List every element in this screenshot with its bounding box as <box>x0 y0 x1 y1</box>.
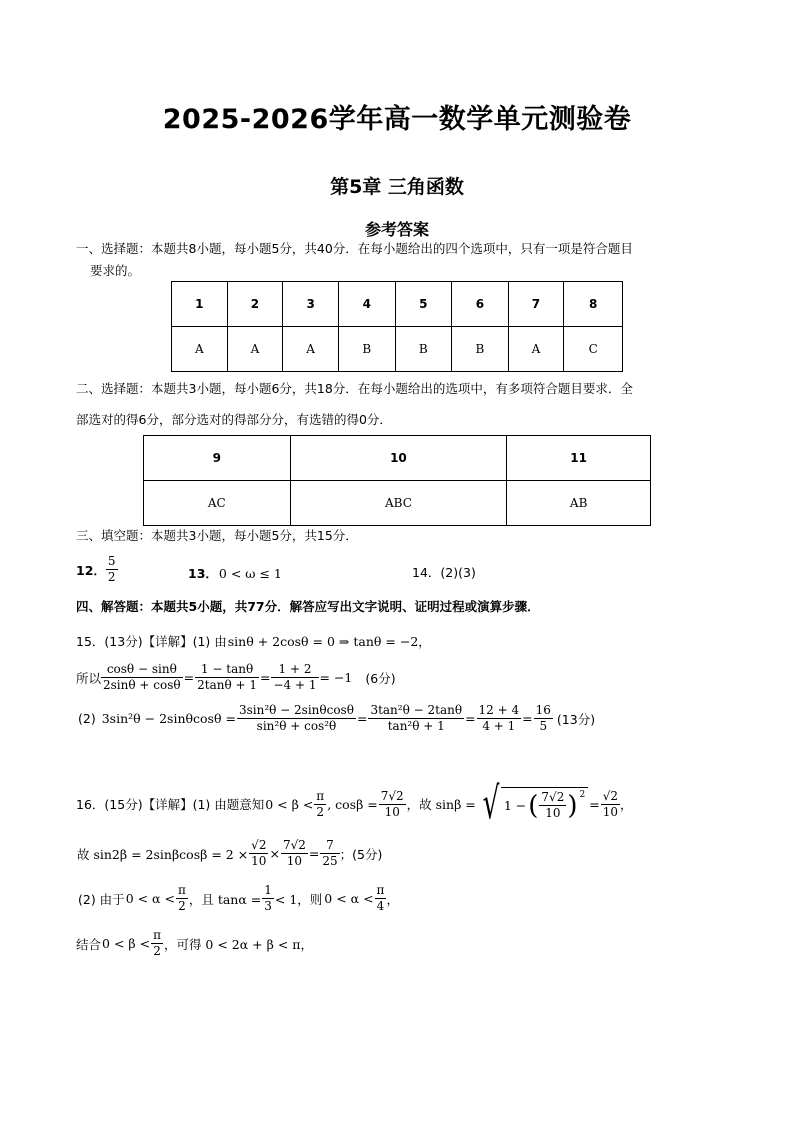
answer-cell: B <box>395 327 452 372</box>
q-number-cell: 9 <box>144 436 291 481</box>
q13-value: 0 < ω ≤ 1 <box>218 565 282 581</box>
numerator: 3tan²θ − 2tanθ <box>370 703 463 717</box>
q16-inner-frac <box>539 790 566 821</box>
denominator: 3 <box>264 899 272 913</box>
q15-eq1: sinθ + 2cosθ = 0 ⇒ tanθ = −2， <box>227 634 431 649</box>
q15-score2: (13分) <box>556 711 596 727</box>
q16-frac-c <box>320 838 339 869</box>
beta-condition: 0 < β < <box>102 936 151 951</box>
equals-sign: = <box>589 796 600 812</box>
q12-answer <box>76 554 118 585</box>
q15-frac5 <box>368 703 464 734</box>
q12-denominator: 2 <box>107 570 116 584</box>
section1-answer-table <box>171 281 623 372</box>
q15-frac7 <box>534 703 553 734</box>
comma: ， <box>619 797 633 812</box>
q15-frac4 <box>237 703 356 734</box>
q16-frac-a <box>249 838 268 869</box>
q15-result1: = −1 <box>319 670 353 685</box>
section1-answer-row <box>172 327 623 372</box>
q15-line2 <box>76 662 396 693</box>
section2-answer-table <box>143 435 651 526</box>
equals-sign: = <box>308 846 320 861</box>
q-number-cell: 10 <box>290 436 507 481</box>
q16-line3 <box>78 883 399 914</box>
numerator: π <box>177 883 186 897</box>
tan-alpha: ，且 tanα = <box>188 891 262 907</box>
denominator: 10 <box>545 806 561 820</box>
numerator: 7 <box>320 838 339 854</box>
section1-intro-line1: 一、选择题：本题共8小题，每小题5分，共40分．在每小题给出的四个选项中，只有一项是符合题目 <box>76 241 633 256</box>
q15-so: 所以 <box>76 670 102 686</box>
q-number-cell: 6 <box>452 282 509 327</box>
q16-line4-lead: 结合 <box>76 936 102 952</box>
q16-score: ；(5分) <box>339 846 383 862</box>
equals-sign: = <box>183 670 195 685</box>
q15-frac1 <box>101 662 183 693</box>
q-number-cell: 11 <box>507 436 651 481</box>
q16-cos-beta: , cosβ = <box>327 796 378 812</box>
numerator: 7√2 <box>541 790 565 804</box>
q12-numerator: 5 <box>107 554 116 568</box>
radicand <box>501 787 588 821</box>
q15-expr2: 3sin²θ − 2sinθcosθ = <box>101 711 236 726</box>
numerator: 7√2 <box>282 838 306 852</box>
section1-header-row <box>172 282 623 327</box>
denominator: 2 <box>178 899 186 913</box>
answer-cell: A <box>172 327 228 372</box>
alpha-condition: 0 < α < <box>125 891 175 906</box>
pi-over-2 <box>314 789 326 820</box>
numerator: 12 + 4 <box>478 703 520 717</box>
answer-cell: AB <box>507 481 651 526</box>
q16-sin2beta: 故 sin2β = 2sinβcosβ = 2 × <box>77 846 249 862</box>
answer-cell: B <box>452 327 509 372</box>
section1-intro-line2: 要求的。 <box>90 263 141 278</box>
denominator: 10 <box>286 854 303 868</box>
numerator: 3sin²θ − 2sinθcosθ <box>238 703 354 717</box>
one-third <box>262 883 274 914</box>
denominator: 25 <box>322 854 338 868</box>
less-than-one: < 1，则 <box>274 891 323 907</box>
denominator: 4 + 1 <box>482 719 516 733</box>
q-number-cell: 5 <box>395 282 452 327</box>
section4-intro: 四、解答题：本题共5小题，共77分．解答应写出文字说明、证明过程或演算步骤． <box>76 599 540 614</box>
equals-sign: = <box>522 711 533 726</box>
q15-lead: 15．(13分)【详解】(1) 由 <box>76 634 227 649</box>
pi-over-4 <box>375 883 387 914</box>
denominator: 2 <box>316 804 325 819</box>
section2-intro-line1: 二、选择题：本题共3小题，每小题6分，共18分．在每小题给出的选项中，有多项符合题目要求．全 <box>76 381 633 396</box>
answer-cell: ABC <box>290 481 507 526</box>
q-number-cell: 1 <box>172 282 228 327</box>
denominator: 10 <box>602 804 618 819</box>
answer-cell: C <box>564 327 623 372</box>
sqrt-expression <box>477 778 588 829</box>
q16-line4-tail: ，可得 0 < 2α + β < π， <box>163 936 313 952</box>
q13-label: 13． <box>188 566 218 581</box>
q16-sin-value <box>601 789 620 820</box>
pi-over-2 <box>151 928 163 959</box>
denominator: 5 <box>539 719 548 733</box>
answer-cell: AC <box>144 481 291 526</box>
q15-frac2 <box>195 662 259 693</box>
numerator: π <box>153 928 161 942</box>
numerator: π <box>376 883 385 897</box>
equals-sign: = <box>260 670 271 685</box>
denominator: 10 <box>384 804 400 819</box>
numerator: 1 <box>264 883 272 897</box>
q15-line1 <box>76 632 432 650</box>
chapter-title: 第5章 三角函数 <box>330 176 464 198</box>
q15-line3 <box>78 703 595 734</box>
denominator: 10 <box>251 854 267 868</box>
section2-header-row <box>144 436 651 481</box>
q16-condition1: 0 < β < <box>265 796 314 812</box>
q16-line2 <box>76 838 382 869</box>
q-number-cell: 2 <box>227 282 283 327</box>
q16-part2-lead: (2) 由于 <box>78 891 125 907</box>
answer-cell: B <box>338 327 395 372</box>
denominator: 4 <box>376 899 385 913</box>
numerator: √2 <box>251 838 267 852</box>
times-sign: × <box>269 846 280 861</box>
alpha-condition2: 0 < α < <box>324 891 374 906</box>
q12-fraction <box>106 554 118 585</box>
comma: ， <box>386 891 399 907</box>
answer-cell: A <box>227 327 283 372</box>
left-paren-icon: ( <box>528 790 539 821</box>
q-number-cell: 8 <box>564 282 623 327</box>
q16-line4 <box>76 928 314 959</box>
q15-part2-label: (2) <box>78 711 96 726</box>
q15-frac3 <box>271 662 318 693</box>
q16-cos-value <box>379 789 406 820</box>
equals-sign: = <box>465 711 476 726</box>
denominator: 2 <box>153 944 161 958</box>
q16-frac-b <box>281 838 308 869</box>
section2-answer-row <box>144 481 651 526</box>
equals-sign: = <box>356 711 368 726</box>
square-exponent: 2 <box>579 790 586 800</box>
numerator: 1 − tanθ <box>195 662 259 678</box>
q16-line1 <box>76 778 633 829</box>
denominator: 2sinθ + cosθ <box>103 678 181 692</box>
numerator: 7√2 <box>380 788 404 803</box>
page-title: 2025-2026学年高一数学单元测验卷 <box>162 104 632 135</box>
answers-heading: 参考答案 <box>364 220 429 239</box>
q15-frac6 <box>477 703 522 734</box>
numerator: cosθ − sinθ <box>101 662 183 678</box>
answer-cell: A <box>283 327 339 372</box>
numerator: 1 + 2 <box>271 662 318 678</box>
radical-icon: √ <box>482 778 500 829</box>
denominator: tan²θ + 1 <box>387 719 445 733</box>
answer-cell: A <box>508 327 564 372</box>
q16-sin-beta: ，故 sinβ = <box>406 797 476 812</box>
denominator: 2tanθ + 1 <box>197 678 257 692</box>
right-paren-icon: ) <box>567 790 578 821</box>
numerator: √2 <box>602 788 618 803</box>
q-number-cell: 3 <box>283 282 339 327</box>
numerator: 16 <box>535 703 551 717</box>
q13-answer <box>188 564 283 582</box>
q16-lead: 16．(15分)【详解】(1) 由题意知 <box>76 797 265 812</box>
section3-intro: 三、填空题：本题共3小题，每小题5分，共15分． <box>76 528 358 543</box>
pi-over-2 <box>176 883 188 914</box>
q-number-cell: 4 <box>338 282 395 327</box>
denominator: −4 + 1 <box>273 678 317 692</box>
q14-answer: 14．(2)(3) <box>412 565 476 580</box>
q15-score1: (6分) <box>365 670 396 686</box>
q-number-cell: 7 <box>508 282 564 327</box>
denominator: sin²θ + cos²θ <box>256 719 337 733</box>
section2-intro-line2: 部选对的得6分，部分选对的得部分分，有选错的得0分． <box>76 412 392 427</box>
one-minus: 1 − <box>503 798 527 813</box>
q12-label: 12． <box>76 562 106 578</box>
numerator: π <box>316 788 325 803</box>
